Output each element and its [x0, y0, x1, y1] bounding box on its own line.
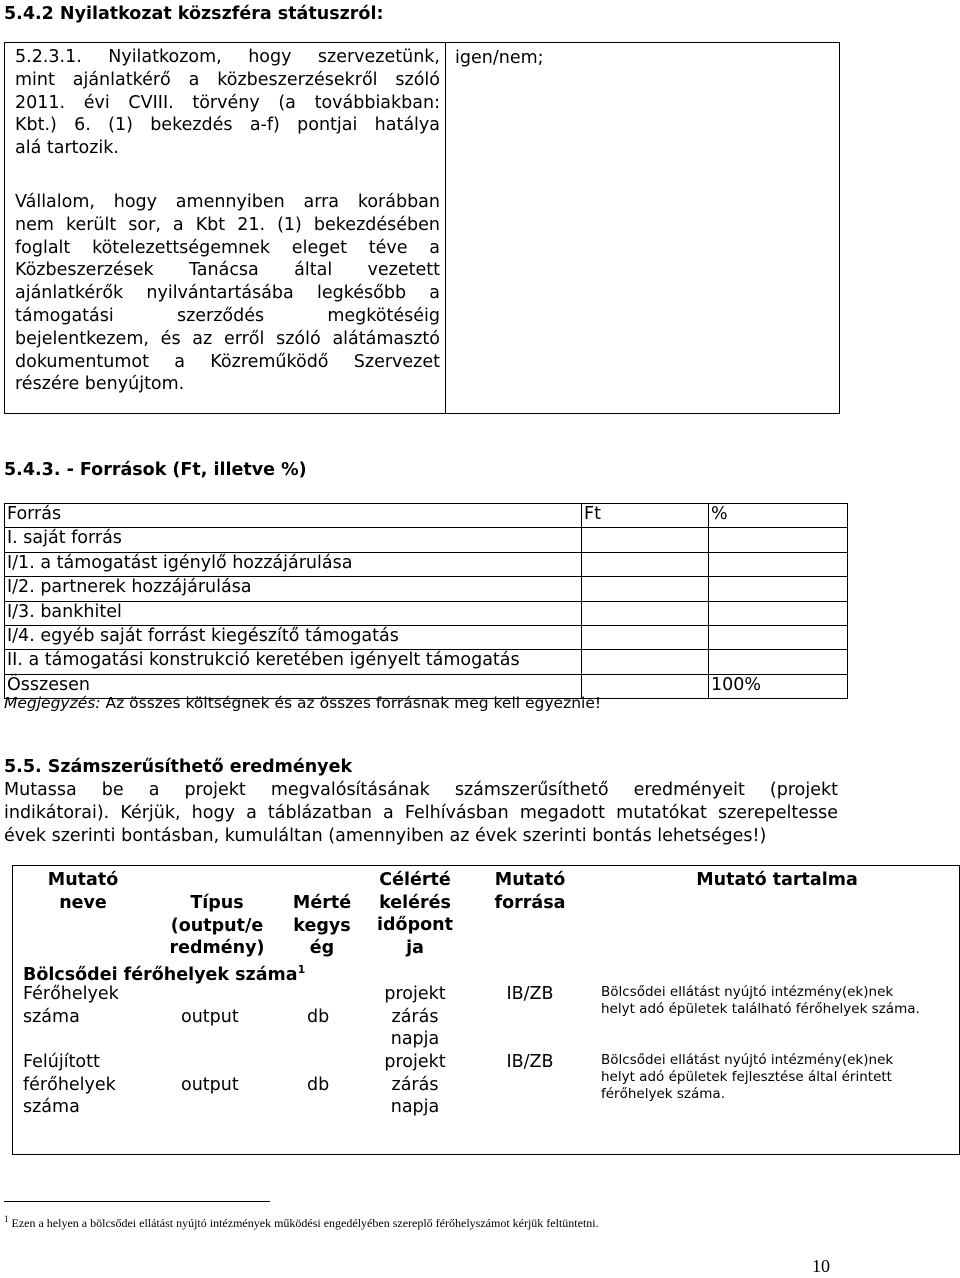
header-line: (output/e — [170, 915, 264, 936]
table-header-row — [5, 504, 848, 528]
header-line: neve — [59, 892, 107, 913]
declaration-line: dokumentumot a Közreműködő Szervezet — [15, 351, 440, 372]
indicator-content — [601, 1052, 957, 1103]
footnote-text: Ezen a helyen a bölcsődei ellátást nyújtó intézmények működési engedélyében szereplő férőhelyszámot kérjük feltüntetni. — [8, 1216, 599, 1230]
group-label-text: Bölcsődei férőhelyek száma — [23, 964, 298, 985]
header-line: ja — [406, 937, 424, 958]
declaration-line: nem került sor, a Kbt 21. (1) bekezdésében — [15, 214, 440, 235]
cell-line: napja — [390, 1097, 440, 1117]
table-row — [5, 650, 848, 674]
intro-line: Mutassa be a projekt megvalósításának számszerűsíthető eredményeit (projekt — [4, 780, 838, 800]
table-row — [5, 577, 848, 601]
cell-line: Felújított — [23, 1052, 100, 1072]
declaration-line: 2011. évi CVIII. törvény (a továbbiakban: — [15, 92, 440, 113]
indicator-content — [601, 984, 957, 1018]
cell-line: projekt — [384, 984, 446, 1004]
declaration-line: Kbt.) 6. (1) bekezdés a-f) pontjai hatálya — [15, 115, 440, 136]
percent-cell[interactable] — [709, 577, 848, 601]
indicator-type: output — [181, 1075, 239, 1095]
footnote-ref: 1 — [297, 963, 306, 976]
footnote-rule — [4, 1201, 270, 1202]
declaration-line: Közbeszerzések Tanácsa által vezetett — [15, 260, 440, 281]
intro-line: évek szerinti bontásban, kumuláltan (amennyiben az évek szerinti bontás lehetséges!) — [4, 826, 767, 846]
row-label: I. saját forrás — [5, 528, 582, 552]
declaration-line: Vállalom, hogy amennyiben arra korábban — [15, 192, 440, 212]
cell-line: projekt — [384, 1052, 446, 1072]
cell-line: helyt adó épületek fejlesztése által érintett — [601, 1069, 892, 1085]
header-indicator-name — [13, 869, 153, 914]
declaration-table — [4, 42, 840, 414]
indicator-name — [23, 983, 153, 1028]
row-label: I/4. egyéb saját forrást kiegészítő támogatás — [5, 625, 582, 649]
header-line: redmény) — [169, 938, 265, 958]
header-line: Mérté — [292, 893, 352, 913]
declaration-line: részére benyújtom. — [15, 374, 185, 395]
section-heading-55: 5.5. Számszerűsíthető eredmények — [4, 757, 353, 777]
cell-line: zárás — [391, 1006, 439, 1027]
footnote-marker: 1 — [4, 1214, 9, 1224]
header-line: Célérté — [379, 870, 451, 890]
cell-line: Férőhelyek — [23, 984, 119, 1004]
header-line: forrása — [494, 892, 566, 913]
indicator-source: IB/ZB — [506, 984, 554, 1004]
header-line: Típus — [190, 893, 244, 913]
header-line: ég — [309, 938, 335, 958]
row-label: II. a támogatási konstrukció keretében igényelt támogatás — [5, 650, 582, 674]
declaration-line: 5.2.3.1. Nyilatkozom, hogy szervezetünk, — [15, 47, 440, 67]
ft-cell[interactable] — [582, 650, 709, 674]
ft-cell[interactable] — [582, 625, 709, 649]
header-line: Mutató — [494, 870, 566, 890]
row-label: I/3. bankhitel — [5, 601, 582, 625]
cell-line: férőhelyek — [23, 1074, 116, 1095]
ft-cell[interactable] — [582, 577, 709, 601]
declaration-line: mint ajánlatkérő a közbeszerzésekről szóló — [15, 69, 440, 90]
cell-line: Bölcsődei ellátást nyújtó intézmény(ek)nek — [601, 984, 894, 1000]
column-header-ft: Ft — [582, 504, 709, 528]
header-indicator-source — [475, 869, 585, 914]
table-row — [5, 601, 848, 625]
header-indicator-content — [599, 869, 955, 892]
header-line: kelérés — [379, 892, 451, 913]
column-header-source: Forrás — [5, 504, 582, 528]
header-type — [157, 892, 277, 960]
table-row — [5, 625, 848, 649]
indicator-unit: db — [307, 1007, 330, 1027]
percent-cell[interactable] — [709, 552, 848, 576]
declaration-line: ajánlatkérők nyilvántartásába legkésőbb a — [15, 283, 440, 304]
percent-cell[interactable] — [709, 625, 848, 649]
column-header-percent: % — [709, 504, 848, 528]
cell-line: zárás — [391, 1074, 439, 1095]
declaration-paragraph-1 — [15, 46, 440, 160]
answer-field[interactable]: igen/nem; — [455, 48, 544, 68]
column-divider — [445, 43, 446, 413]
indicator-target — [365, 1051, 465, 1119]
cell-line: napja — [390, 1029, 440, 1049]
cell-line: helyt adó épületek található férőhelyek száma. — [601, 1001, 920, 1017]
intro-line: indikátorai). Kérjük, hogy a táblázatban a Felhívásban megadott mutatókat szerepeltesse — [4, 803, 838, 823]
indicator-type: output — [181, 1007, 239, 1027]
declaration-line: bejelentkezem, és az erről szóló alátámasztó — [15, 328, 440, 349]
cell-line: Bölcsődei ellátást nyújtó intézmény(ek)nek — [601, 1052, 894, 1068]
cell-line: férőhelyek száma. — [601, 1086, 725, 1102]
table-row — [5, 552, 848, 576]
sources-note — [4, 694, 601, 712]
declaration-line: alá tartozik. — [15, 138, 119, 159]
indicator-name — [23, 1051, 153, 1119]
sources-table — [4, 503, 848, 699]
footnote — [4, 1214, 599, 1231]
percent-cell[interactable]: 100% — [709, 674, 848, 698]
header-line: időpont — [377, 915, 453, 935]
cell-line: száma — [23, 1006, 80, 1027]
ft-cell[interactable] — [582, 601, 709, 625]
section-heading-542: 5.4.2 Nyilatkozat közszféra státuszról: — [4, 4, 384, 24]
intro-paragraph — [4, 779, 838, 848]
header-line: Mutató — [47, 870, 119, 890]
indicator-unit: db — [307, 1075, 330, 1095]
row-label: I/1. a támogatást igénylő hozzájárulása — [5, 552, 582, 576]
indicator-table — [12, 865, 960, 1155]
percent-cell[interactable] — [709, 601, 848, 625]
percent-cell[interactable] — [709, 528, 848, 552]
row-label: Összesen — [5, 674, 582, 698]
note-label: Megjegyzés: — [4, 694, 101, 712]
indicator-source: IB/ZB — [506, 1052, 554, 1072]
ft-cell[interactable] — [582, 552, 709, 576]
indicator-target — [365, 983, 465, 1051]
row-label: I/2. partnerek hozzájárulása — [5, 577, 582, 601]
ft-cell[interactable] — [582, 528, 709, 552]
cell-line: száma — [23, 1097, 80, 1117]
percent-cell[interactable] — [709, 650, 848, 674]
declaration-line: támogatási szerződés megkötéséig — [15, 305, 440, 326]
declaration-paragraph-2 — [15, 191, 440, 396]
header-line: kegys — [293, 915, 351, 936]
header-line: Mutató tartalma — [696, 870, 858, 890]
declaration-line: foglalt kötelezettségemnek eleget téve a — [15, 237, 440, 258]
header-target-date — [365, 869, 465, 959]
note-text: Az összes költségnek és az összes forrásnak meg kell egyeznie! — [100, 694, 602, 712]
page-number: 10 — [812, 1256, 830, 1276]
section-heading-543: 5.4.3. - Források (Ft, illetve %) — [4, 460, 307, 480]
table-row — [5, 528, 848, 552]
header-unit — [279, 892, 365, 960]
